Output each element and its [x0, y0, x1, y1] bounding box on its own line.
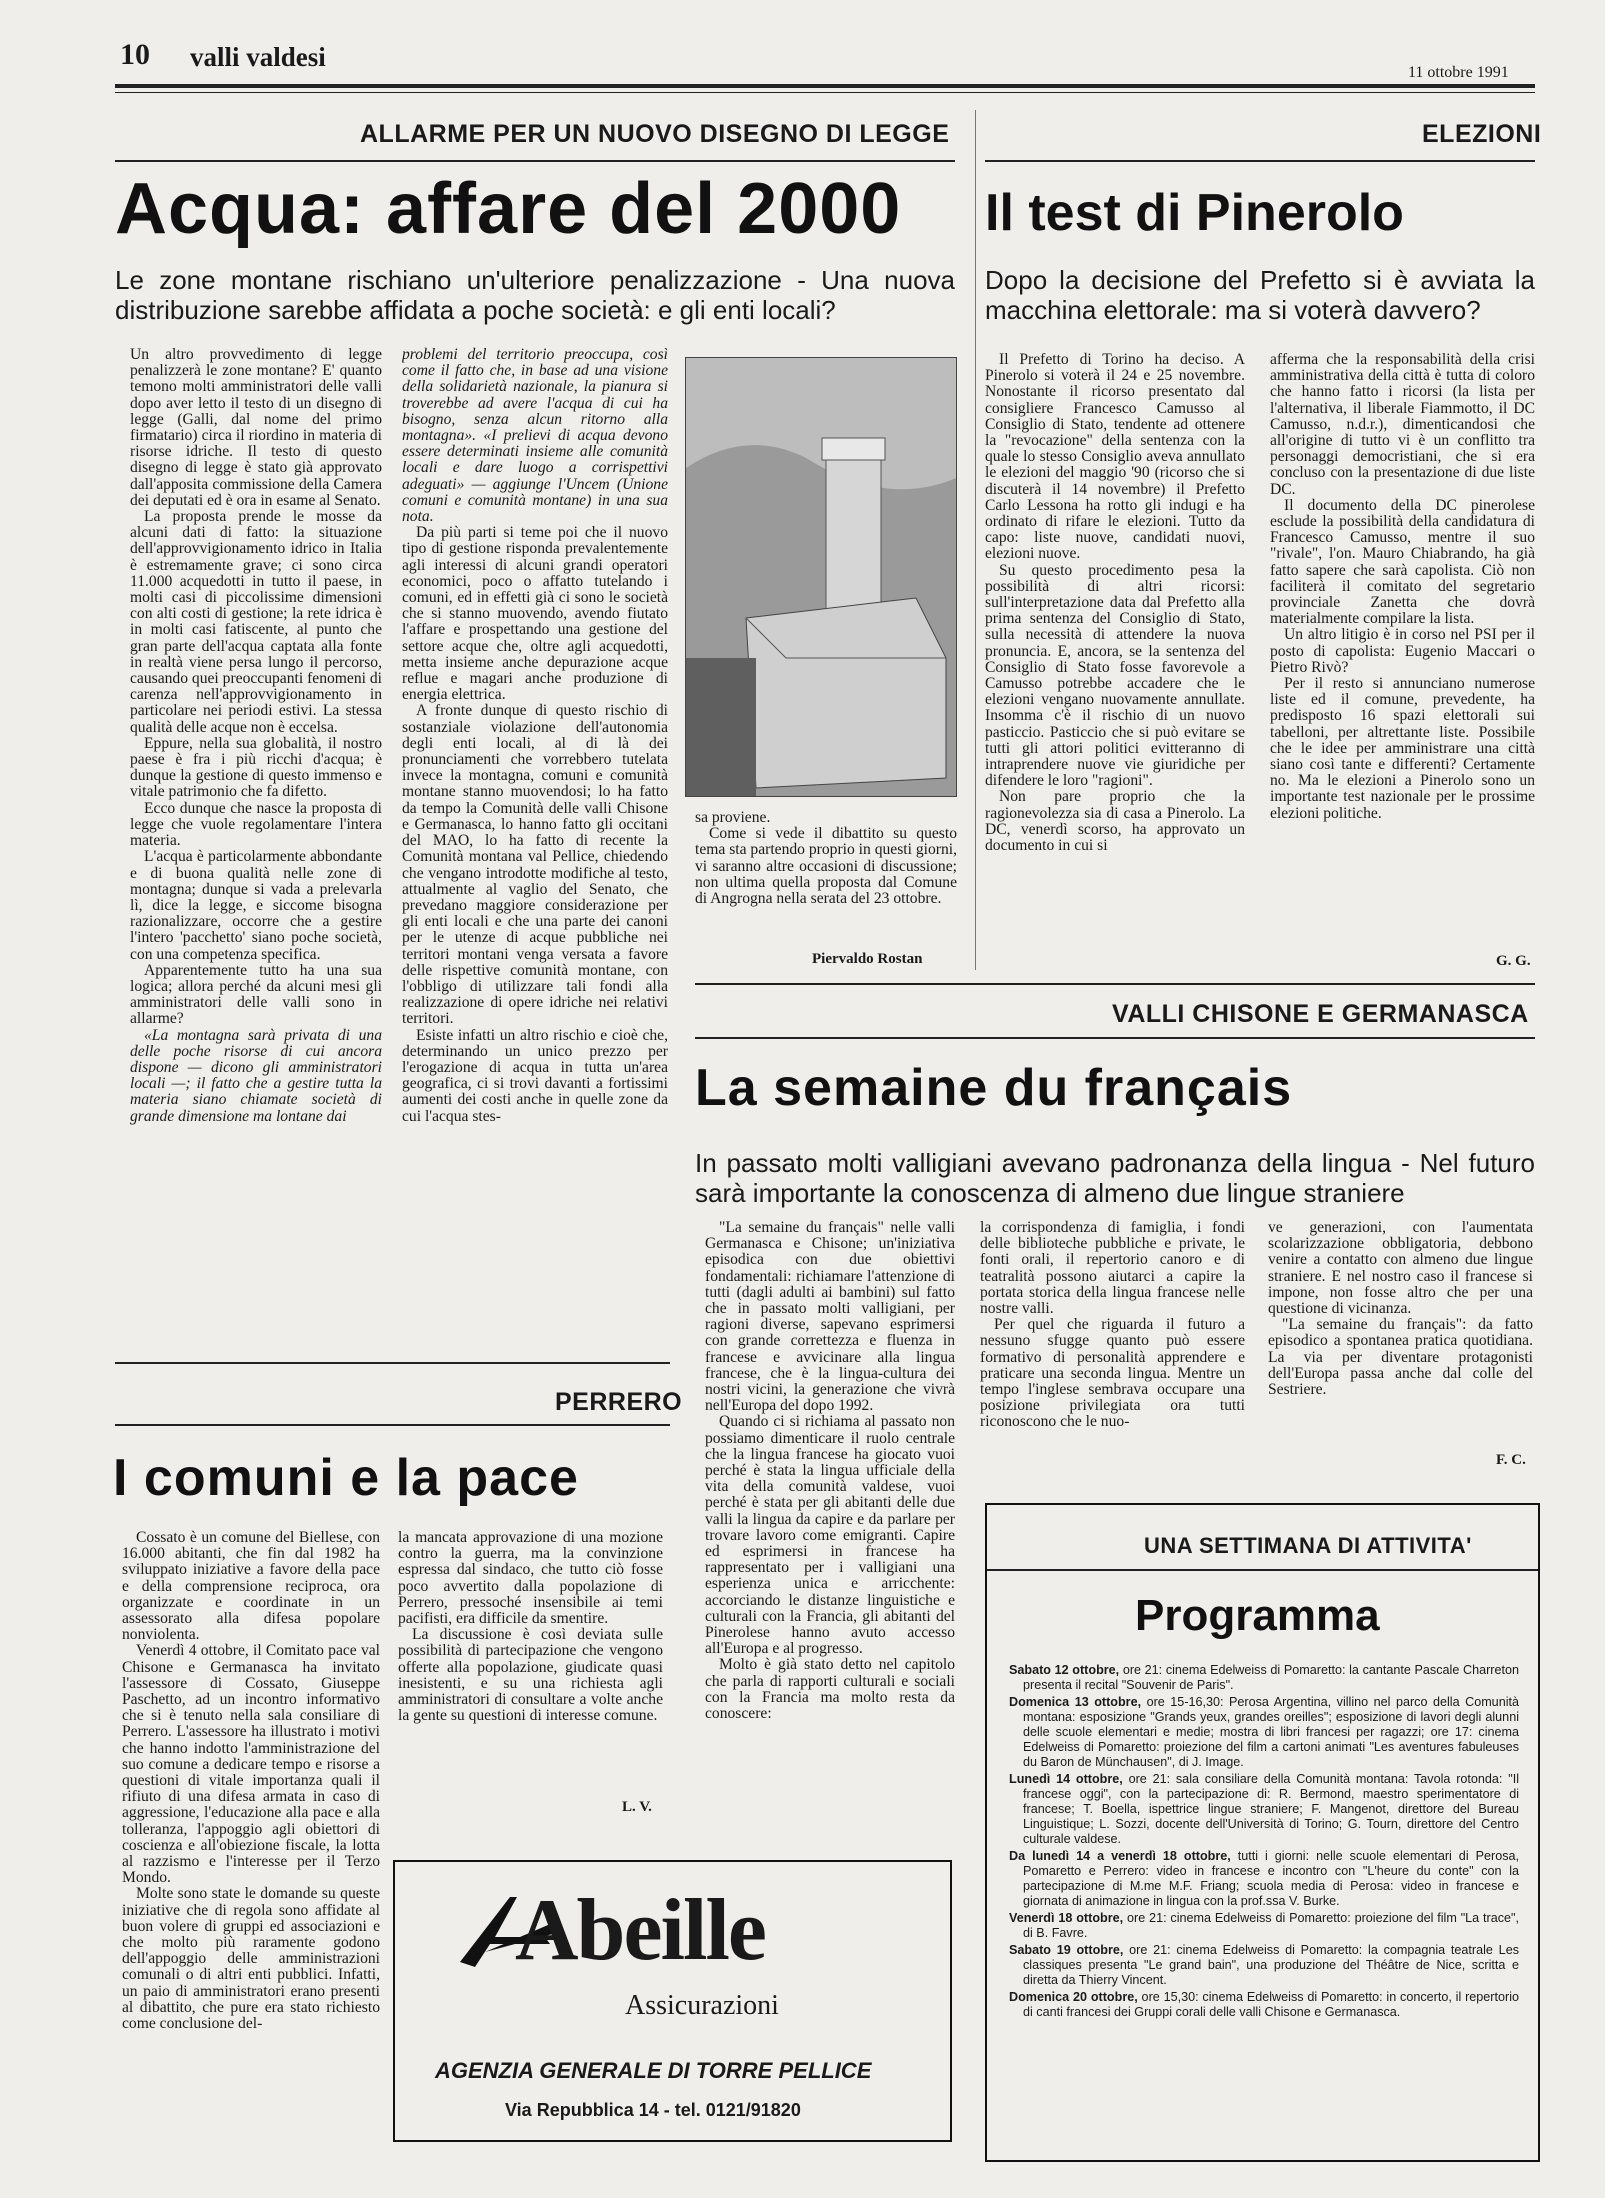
programma-item: Venerdì 18 ottobre, ore 21: cinema Edelweiss di Pomaretto: proiezione del film "La trace", di B. Favre. [1009, 1911, 1520, 1940]
article1-column-2 [402, 347, 668, 1352]
article1-paragraph: A fronte dunque di questo rischio di sostanziale violazione dell'autonomia degli enti locali, al di là dei pronunciamenti che vorrebbero tutelata invece la montagna, comuni e comunità montane stanno muovendosi; lo ha fatto da tempo la Comunità delle valli Chisone e Germanasca, lo hanno fatto gli occitani del MAO, lo ha fatto di recente la Comunità montana val Pellice, chiedendo che vengano introdotte modifiche al testo, attualmente al vaglio del Senato, che prevedano maggiore considerazione per gli enti locali e che una parte dei canoni per le utenze di acque pubbliche nei territori montani venga versata a favore delle rispettive comunità montane, con l'obbligo di utilizzare tali fondi alla realizzazione di opere idriche nei relativi territori. [402, 702, 668, 1028]
article4-paragraph: Venerdì 4 ottobre, il Comitato pace val Chisone e Germanasca ha invitato l'assessore di Cossato, Giuseppe Paschetto, ad un incontro informativo che si è tenuto nella sala consiliare di Perrero. L'assessore ha illustrato i motivi che hanno indotto l'amministrazione del suo comune a dedicare tempo e risorse a questioni di vitale importanza quali il rifiuto di una difesa armata in caso di aggressione, l'educazione alla pace e alla tolleranza, l'appoggio agli obiettori di coscienza e all'obiezione fiscale, la lotta al razzismo e l'interesse per il Terzo Mondo. [122, 1642, 380, 1887]
programma-item: Lunedì 14 ottobre, ore 21: sala consiliare della Comunità montana: Tavola rotonda: "Il francese oggi", con la partecipazione di: R. Bermond, maestro sperimentatore di francese; T. Boella, ispettrice lingue straniere; F. Mangenot, direttore del Bureau Linguistique; L. Sozzi, docente dell'Università di Torino; G. Tourn, direttore del Centro culturale valdese. [1009, 1772, 1519, 1846]
article2-headline: Il test di Pinerolo [985, 184, 1404, 242]
article4-paragraph: Cossato è un comune del Biellese, con 16.000 abitanti, che fin dal 1982 ha sviluppato iniziative a favore della pace e della comprensione reciproca, ora organizzate e coordinate in un assessorato alla difesa popolare nonviolenta. [122, 1530, 380, 1644]
article2-column-1 [985, 352, 1245, 977]
article1-paragraph: Come si vede il dibattito su questo tema sta partendo proprio in questi giorni, vi saranno altre occasioni di discussione; non ultima quella proposta dal Comune di Angrogna nella serata del 23 ottobre. [695, 825, 957, 908]
article2-byline: G. G. [1496, 953, 1531, 969]
article2-paragraph: afferma che la responsabilità della crisi amministrativa della città è tutta di coloro che hanno fatto i ricorsi (la lista per l'alternativa, il liberale Fiammotto, il DC Camusso, n.d.r.), dimenticandosi che all'origine di tutto vi è un conflitto tra personaggi democristiani, che si era concluso con la presentazione di due liste DC. [1270, 352, 1535, 498]
article3-kicker: VALLI CHISONE E GERMANASCA [1112, 1000, 1529, 1028]
newspaper-title: valli valdesi [190, 42, 326, 72]
article2-paragraph: Non pare proprio che la ragionevolezza sia di casa a Pinerolo. La DC, venerdì scorso, ha approvato un documento in cui si [985, 788, 1245, 855]
issue-date: 11 ottobre 1991 [1408, 64, 1509, 81]
article4-column-2 [398, 1530, 663, 1760]
article1-column-1 [130, 347, 382, 1352]
programma-item: Sabato 19 ottobre, ore 21: cinema Edelweiss di Pomaretto: la compagnia teatrale Les classiques presenta "Le grand bain", una produzione del Théâtre de Nice, scritta e diretta da Thierry Vincent. [1009, 1943, 1519, 1987]
article4-top-rule [115, 1362, 670, 1364]
article3-column-2 [980, 1220, 1245, 1470]
article2-paragraph: Un altro litigio è in corso nel PSI per il posto di capolista: Eugenio Maccari o Pietro Rivò? [1270, 626, 1535, 676]
masthead-rule-thin [115, 92, 1535, 93]
article1-paragraph: problemi del territorio preoccupa, così come il fatto che, in base ad una visione della solidarietà nazionale, la pianura si troverebbe ad avere l'acqua di cui ha bisogno, senza alcun ritorno alla montagna». «I prelievi di acqua devono essere determinati insieme alle comunità locali e dare luogo a corrispettivi adeguati» — aggiunge l'Uncem (Unione comuni e comunità montane) in una sua nota. [402, 347, 668, 526]
article3-column-3 [1268, 1220, 1533, 1450]
article4-paragraph: Molte sono state le domande su queste iniziative che di regola sono affidate al buon volere di gruppi ed associazioni e che molto più raramente godono dell'appoggio delle amministrazioni comunali o di altri enti pubblici. Infatti, un paio di amministratori erano presenti al dibattito, che pure era stato richiesto come conclusione del- [122, 1885, 380, 2033]
article1-paragraph: Da più parti si teme poi che il nuovo tipo di gestione risponda prevalentemente agli interessi di alcuni grandi operatori economici, poco o affatto tutelando i comuni, ed in effetti già ci sono le società che si stanno muovendo, avendo fiutato l'affare e prospettando una gestione del settore acque che, oltre agli acquedotti, metta insieme anche depurazione acque reflue e magari anche produzione di energia elettrica. [402, 524, 668, 704]
article3-paragraph: Molto è già stato detto nel capitolo che parla di rapporti culturali e sociali con la Francia ma molto resta da conoscere: [705, 1656, 955, 1723]
programma-kicker: UNA SETTIMANA DI ATTIVITA' [1144, 1533, 1472, 1558]
ad-agency: AGENZIA GENERALE DI TORRE PELLICE [435, 2058, 872, 2083]
article3-paragraph: "La semaine du français" nelle valli Germanasca e Chisone; un'iniziativa episodica con due obiettivi fondamentali: richiamare l'attenzione di tutti (dagli adulti ai bambini) sul fatto che in passato molti valligiani, per ragioni diverse, sapevano esprimersi con grande correttezza e fluenza in francese e avvicinare alla lingua francese, che è la lingua-cultura dei nostri vicini, la generazione che vivrà nell'Europa del dopo 1992. [705, 1220, 955, 1415]
article3-paragraph: Per quel che riguarda il futuro a nessuno sfugge quanto può essere formativo di personalità apprendere e praticare una seconda lingua. Mentre un tempo l'inglese sembrava occupare una posizione privilegiata ora tutti riconoscono che le nuo- [980, 1316, 1245, 1431]
ad-brand: Abeille [515, 1882, 765, 1979]
article1-paragraph: La proposta prende le mosse da alcuni dati di fatto: la situazione dell'approvvigionamento idrico in Italia è estremamente grave; ci sono circa 11.000 acquedotti in tutto il paese, in molti casi di piccolissime dimensioni con alti costi di gestione; la rete idrica è in molti casi fatiscente, al punto che gran parte dell'acqua captata alla fonte in realtà viene persa lungo il percorso, causando quei preoccupanti fenomeni di carenza nell'approvvigionamento in particolare nei periodi estivi. La stessa qualità delle acque non è eccelsa. [130, 508, 382, 736]
article4-paragraph: La discussione è così deviata sulle possibilità di partecipazione che vengono offerte alla popolazione, giudicate quasi inesistenti, e su una richiesta agli amministratori di consultare a volte anche la gente su questioni di interesse comune. [398, 1626, 663, 1725]
column-divider [975, 110, 976, 970]
article1-kicker: ALLARME PER UN NUOVO DISEGNO DI LEGGE [360, 120, 950, 148]
masthead-rule [115, 84, 1535, 88]
article1-column-3 [695, 810, 957, 940]
fountain-illustration [686, 358, 956, 796]
article2-column-2 [1270, 352, 1535, 952]
article3-deck: In passato molti valligiani avevano padronanza della lingua - Nel futuro sarà importante la conoscenza di almeno due lingue straniere [695, 1148, 1535, 1208]
fountain-photo [685, 357, 957, 797]
programma-item: Domenica 20 ottobre, ore 15,30: cinema Edelweiss di Pomaretto: in concerto, il repertorio di canti francesi dei Gruppi corali delle valli Chisone e Germanasca. [1009, 1990, 1519, 2019]
article1-paragraph: Un altro provvedimento di legge penalizzerà le zone montane? E' quanto temono molti amministratori delle valli dopo aver letto il testo di un disegno di legge (Galli, dal nome del primo firmatario) circa il riordino in materia di risorse idriche. Il testo di questo disegno di legge è stato già approvato dall'apposita commissione della Camera dei deputati ed è ora in esame al Senato. [130, 347, 382, 509]
article3-paragraph: Quando ci si richiama al passato non possiamo dimenticare il ruolo centrale che la lingua francese ha giocato vuoi perché è stata la lingua ufficiale della vita della comunità valdese, vuoi perché è stata per gli abitanti delle due valli la lingua da capire e da parlare per trovare lavoro come emigranti. Capire ed esprimersi in francese ha rappresentato per i valligiani una esperienza unica e arricchente: accorciando le distanze linguistiche e culturali con la Francia, gli abitanti del Pinerolese hanno avuto accesso all'Europa e al progresso. [705, 1413, 955, 1658]
article3-paragraph: "La semaine du français": da fatto episodico a spontanea pratica quotidiana. La via per diventare protagonisti dell'Europa passa anche dal colle del Sestriere. [1268, 1316, 1533, 1399]
article2-paragraph: Il Prefetto di Torino ha deciso. A Pinerolo si voterà il 24 e 25 novembre. Nonostante il ricorso presentato dal consigliere Francesco Camusso al Consiglio di Stato, tendente ad ottenere la "revocazione" della sentenza con la quale lo stesso Consiglio aveva annullato le elezioni del maggio '90 (ricorso che si discuterà il 14 novembre) il Prefetto Carlo Lessona ha rotto gli indugi e ha ordinato di rifare le elezioni. Tutto da capo: liste nuove, candidati nuovi, elezioni nuove. [985, 352, 1245, 563]
article4-byline: L. V. [622, 1799, 652, 1815]
programma-rule [987, 1569, 1538, 1571]
article1-kicker-rule [115, 160, 955, 162]
programma-title: Programma [1135, 1591, 1380, 1640]
article4-paragraph: la mancata approvazione di una mozione contro la guerra, ma la convinzione espressa dal sindaco, che tutto ciò fosse poco avvertito dalla popolazione di Perrero, pressoché insensibile ai temi pacifisti, era difficile da smentire. [398, 1530, 663, 1628]
article2-kicker-rule [985, 160, 1535, 162]
programma-item: Sabato 12 ottobre, ore 21: cinema Edelweiss di Pomaretto: la cantante Pascale Charreton presenta il recital "Souvenir de Paris". [1009, 1663, 1519, 1692]
article3-paragraph: ve generazioni, con l'aumentata scolarizzazione obbligatoria, debbono venire a contatto con almeno due lingue straniere. E nel nostro caso il francese si impone, non fosse altro che per una questione di vicinanza. [1268, 1220, 1533, 1318]
ad-subtitle: Assicurazioni [625, 1990, 779, 2021]
article1-paragraph: Apparentemente tutto ha una sua logica; allora perché da alcuni mesi gli amministratori delle valli sono in allarme? [130, 961, 382, 1028]
article1-paragraph: L'acqua è particolarmente abbondante e di buona qualità nelle zone di montagna; dunque si vada a prelevarla lì, dice la legge, e siccome bisogna razionalizzare, occorre che a gestire l'intero 'pacchetto' siano poche società, con una competenza specifica. [130, 848, 382, 963]
abeille-advertisement [393, 1860, 952, 2142]
programma-item: Da lunedì 14 a venerdì 18 ottobre, tutti i giorni: nelle scuole elementari di Perosa, Pomaretto e Perrero: video in francese e incontro con "L'heure du conte" con la partecipazione di M.me M.F. Friang; scuola media di Perosa: video in francese e giornata di animazione in lingua con la prof.ssa V. Burke. [1009, 1849, 1519, 1908]
page-number: 10 [120, 38, 150, 71]
article3-kicker-rule [695, 1037, 1535, 1039]
article3-headline: La semaine du français [695, 1059, 1293, 1117]
article1-paragraph: Esiste infatti un altro rischio e cioè che, determinando un unico prezzo per l'erogazione di acqua in tutta un'area geografica, ci si trovi davanti a fortissimi aumenti dei costi anche in quelle zone da cui l'acqua stes- [402, 1026, 668, 1125]
article1-paragraph: sa proviene. [695, 810, 771, 826]
article1-deck: Le zone montane rischiano un'ulteriore penalizzazione - Una nuova distribuzione sarebbe affidata a poche società: e gli enti locali? [115, 265, 955, 325]
article1-byline: Piervaldo Rostan [812, 951, 923, 967]
programma-box [985, 1503, 1540, 2162]
programma-item: Domenica 13 ottobre, ore 15-16,30: Perosa Argentina, villino nel parco della Comunità montana: esposizione "Grands yeux, grandes oreilles"; esposizione di lavori degli alunni delle scuole elementari e medie; mostra di libri francesi per ragazzi; ore 17: cinema Edelweiss di Pomaretto: proiezione del film a cartoni animati "Les aventures fabuleuses du Baron de Münchausen", di J. Image. [1009, 1695, 1519, 1769]
article1-paragraph: «La montagna sarà privata di una delle poche risorse di cui ancora dispone — dicono gli amministratori locali —; il fatto che a gestire tutta la materia siano chiamate società di grande dimensione ma lontane dai [130, 1026, 382, 1125]
article4-column-1 [122, 1530, 380, 2158]
article4-kicker: PERRERO [555, 1388, 683, 1416]
article4-headline: I comuni e la pace [113, 1449, 579, 1507]
article2-paragraph: Su questo procedimento pesa la possibilità di altri ricorsi: sull'interpretazione data dal Prefetto alla prima sentenza del Consiglio di Stato, sulla necessità di attendere la nuova pronuncia. E, ancora, se la sentenza del Consiglio di Stato fosse favorevole a Camusso potrebbe accadere che le elezioni vengano nuovamente annullate. Insomma c'è il rischio di un nuovo pasticcio. Pasticcio che si può evitare se tutti gli attori politici evitteranno di intraprendere nuove vie giuridiche per difendere le loro "ragioni". [985, 561, 1245, 790]
article2-paragraph: Per il resto si annunciano numerose liste ed il comune, prevedente, ha predisposto 16 spazi elettorali sui tabelloni, per altrettante liste. Possibile che le idee per amministrare una città siano così tante e differenti? Certamente no. Ma le elezioni a Pinerolo sono un importante test nazionale per le prossime elezioni politiche. [1270, 675, 1535, 822]
article1-headline: Acqua: affare del 2000 [115, 169, 902, 249]
ad-address: Via Repubblica 14 - tel. 0121/91820 [505, 2100, 801, 2120]
article2-paragraph: Il documento della DC pinerolese esclude la possibilità della candidatura di Francesco Camusso, mentre il suo "rivale", l'on. Mauro Chiabrando, ha già fatto sapere che sarà capolista. Ciò non faciliterà il comitato del segretario provinciale Zanetta che dovrà materialmente compilare la lista. [1270, 496, 1535, 628]
article3-column-1 [705, 1220, 955, 1748]
article4-kicker-rule [115, 1424, 670, 1426]
article1-paragraph: Ecco dunque che nasce la proposta di legge che vuole regolamentare l'intera materia. [130, 799, 382, 850]
article3-byline: F. C. [1496, 1452, 1526, 1468]
article2-kicker: ELEZIONI [1422, 120, 1542, 148]
programma-list [1009, 1663, 1519, 2022]
article2-deck: Dopo la decisione del Prefetto si è avviata la macchina elettorale: ma si voterà davvero? [985, 265, 1535, 325]
article3-top-rule [695, 983, 1535, 985]
article3-paragraph: la corrispondenza di famiglia, i fondi delle biblioteche pubbliche e private, le fonti orali, il repertorio canoro e di teatralità possono aiutarci a capire la portata storica della lingua francese nelle nostre valli. [980, 1220, 1245, 1318]
article1-paragraph: Eppure, nella sua globalità, il nostro paese è fra i più ricchi d'acqua; è dunque la gestione di questo immenso e vitale patrimonio che fa difetto. [130, 734, 382, 801]
